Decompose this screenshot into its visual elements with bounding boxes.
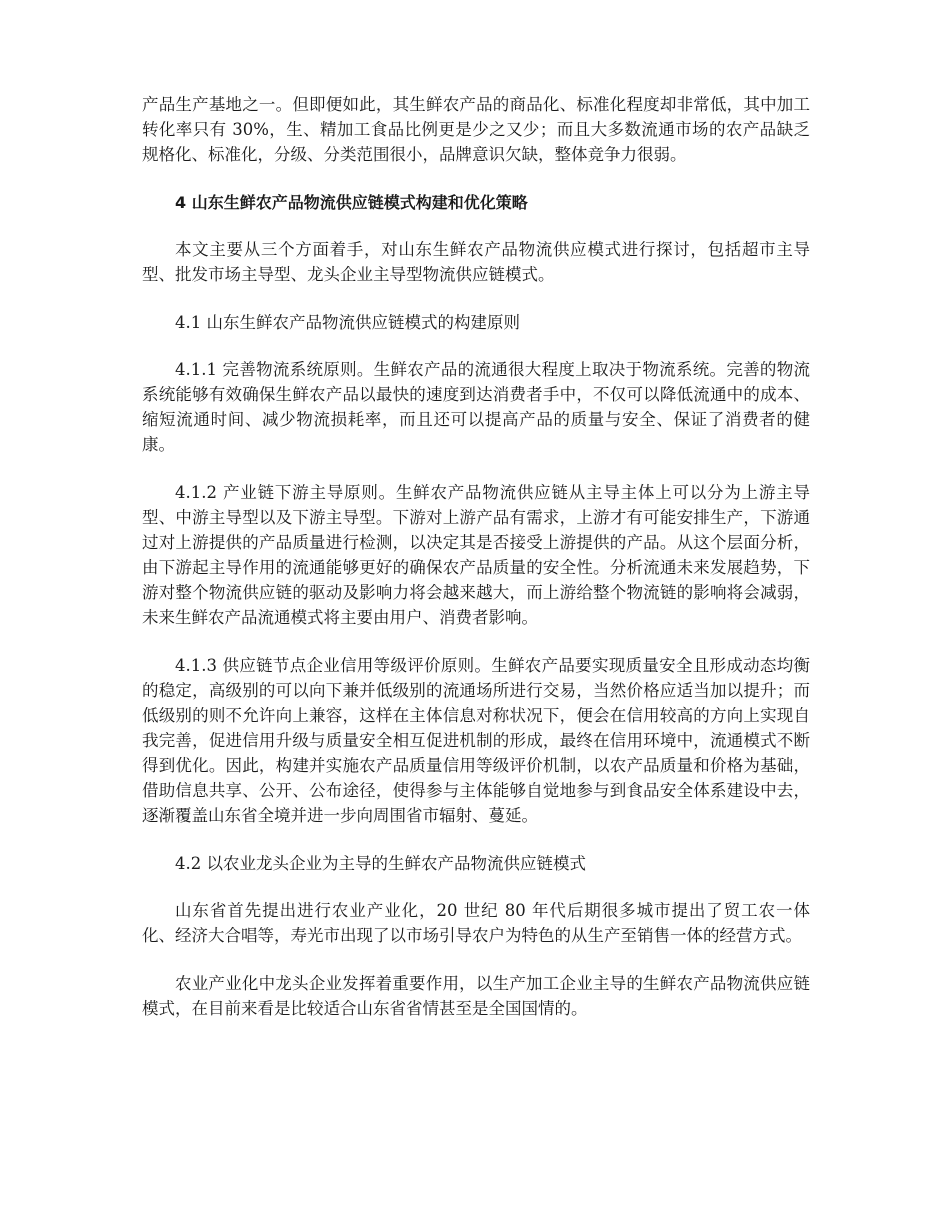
paragraph: 4.1.1 完善物流系统原则。生鲜农产品的流通很大程度上取决于物流系统。完善的物流系统能够有效确保生鲜农产品以最快的速度到达消费者手中，不仅可以降低流通中的成本、缩短流通时间、减少物流损耗率，而且还可以提高产品的质量与安全、保证了消费者的健康。: [142, 360, 810, 454]
subsection-heading: 4.2 以农业龙头企业为主导的生鲜农产品物流供应链模式: [175, 854, 586, 873]
paragraph: 山东省首先提出进行农业产业化，20 世纪 80 年代后期很多城市提出了贸工农一体化、经济大合唱等，寿光市出现了以市场引导农户为特色的从生产至销售一体的经营方式。: [142, 901, 810, 945]
document-page: [142, 92, 810, 1044]
section-heading: 4 山东生鲜农产品物流供应链模式构建和优化策略: [175, 193, 528, 212]
paragraph: 本文主要从三个方面着手，对山东生鲜农产品物流供应模式进行探讨，包括超市主导型、批发市场主导型、龙头企业主导型物流供应链模式。: [142, 240, 810, 284]
paragraph: 4.1.3 供应链节点企业信用等级评价原则。生鲜农产品要实现质量安全且形成动态均衡的稳定，高级别的可以向下兼并低级别的流通场所进行交易，当然价格应适当加以提升；而低级别的则不允许向上兼容，这样在主体信息对称状况下，便会在信用较高的方向上实现自我完善，促进信用升级与质量安全相互促进机制的形成，最终在信用环境中，流通模式不断得到优化。因此，构建并实施农产品质量信用等级评价机制，以农产品质量和价格为基础，借助信息共享、公开、公布途径，使得参与主体能够自觉地参与到食品安全体系建设中去，逐渐覆盖山东省全境并进一步向周围省市辐射、蔓延。: [142, 656, 810, 825]
paragraph: 4.1.2 产业链下游主导原则。生鲜农产品物流供应链从主导主体上可以分为上游主导型、中游主导型以及下游主导型。下游对上游产品有需求，上游才有可能安排生产，下游通过对上游提供的产品质量进行检测，以决定其是否接受上游提供的产品。从这个层面分析，由下游起主导作用的流通能够更好的确保农产品质量的安全性。分析流通未来发展趋势，下游对整个物流供应链的驱动及影响力将会越来越大，而上游给整个物流链的影响将会减弱，未来生鲜农产品流通模式将主要由用户、消费者影响。: [142, 483, 810, 627]
paragraph: 农业产业化中龙头企业发挥着重要作用，以生产加工企业主导的生鲜农产品物流供应链模式，在目前来看是比较适合山东省省情甚至是全国国情的。: [142, 974, 810, 1018]
paragraph-continued: 产品生产基地之一。但即便如此，其生鲜农产品的商品化、标准化程度却非常低，其中加工转化率只有 30%，生、精加工食品比例更是少之又少；而且大多数流通市场的农产品缺乏规格化、标准化，分级、分类范围很小，品牌意识欠缺，整体竞争力很弱。: [142, 95, 810, 164]
subsection-heading: 4.1 山东生鲜农产品物流供应链模式的构建原则: [175, 313, 520, 332]
